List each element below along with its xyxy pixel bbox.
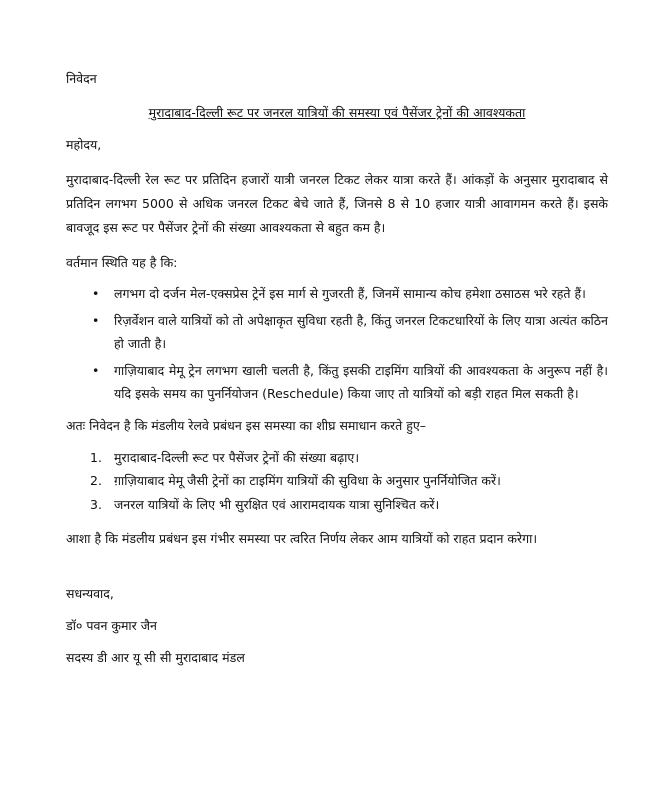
situation-lead: वर्तमान स्थिति यह है कि: [66, 254, 178, 270]
signer-name: डॉ० पवन कुमार जैन [66, 617, 157, 633]
closing-paragraph: आशा है कि मंडलीय प्रबंधन इस गंभीर समस्या पर त्वरित निर्णय लेकर आम यात्रियों को राहत प्रदान करेगा। [66, 530, 538, 546]
demand-text: ग़ाज़ियाबाद मेमू जैसी ट्रेनों का टाइमिंग यात्रियों की सुविधा के अनुसार पुनर्नियोजित करें। [114, 473, 501, 489]
letter-heading: निवेदन [66, 71, 97, 86]
demand-number: 1. [90, 449, 102, 465]
intro-paragraph: मुरादाबाद-दिल्ली रेल रूट पर प्रतिदिन हजारों यात्री जनरल टिकट लेकर यात्रा करते हैं। आंकड़ों के अनुसार मुरादाबाद से प्रतिदिन लगभग 5000 से अधिक जनरल टिकट बेचे जाते हैं, जिनसे 8 से 10 हजार यात्री आवागमन करते हैं। इसके बावजूद इस रूट पर पैसेंजर ट्रेनों की संख्या आवश्यकता से बहुत कम है। [66, 172, 608, 235]
demand-text: मुरादाबाद-दिल्ली रूट पर पैसेंजर ट्रेनों की संख्या बढ़ाए। [114, 449, 360, 465]
request-lead: अतः निवेदन है कि मंडलीय रेलवे प्रबंधन इस समस्या का शीघ्र समाधान करते हुए– [66, 418, 427, 434]
letter-subject: मुरादाबाद-दिल्ली रूट पर जनरल यात्रियों की समस्या एवं पैसेंजर ट्रेनों की आवश्यकता [148, 105, 526, 121]
situation-point: • लगभग दो दर्जन मेल-एक्सप्रेस ट्रेनें इस मार्ग से गुजरती हैं, जिनमें सामान्य कोच हमेशा ठसाठस भरे रहते हैं। [114, 282, 608, 305]
situation-point: • रिज़र्वेशन वाले यात्रियों को तो अपेक्षाकृत सुविधा रहती है, किंतु जनरल टिकटधारियों के लिए यात्रा अत्यंत कठिन हो जाती है। [114, 309, 608, 355]
salutation: महोदय, [66, 137, 102, 153]
signer-title: सदस्य डी आर यू सी सी मुरादाबाद मंडल [66, 649, 245, 665]
demand-item [90, 446, 608, 470]
demand-number: 3. [90, 497, 102, 512]
demand-item [90, 469, 608, 493]
demand-item [90, 493, 608, 517]
situation-list [66, 282, 608, 406]
thanks-line: सधन्यवाद, [66, 585, 114, 601]
demand-number: 2. [90, 473, 102, 489]
demands-list [66, 446, 608, 517]
situation-point: • गाज़ियाबाद मेमू ट्रेन लगभग खाली चलती है, किंतु इसकी टाइमिंग यात्रियों की आवश्यकता के अनुरूप नहीं है। यदि इसके समय का पुनर्नियोजन (Reschedule) किया जाए तो यात्रियों को बड़ी राहत मिल सकती है। [114, 359, 608, 405]
demand-text: जनरल यात्रियों के लिए भी सुरक्षित एवं आरामदायक यात्रा सुनिश्चित करें। [114, 497, 440, 512]
